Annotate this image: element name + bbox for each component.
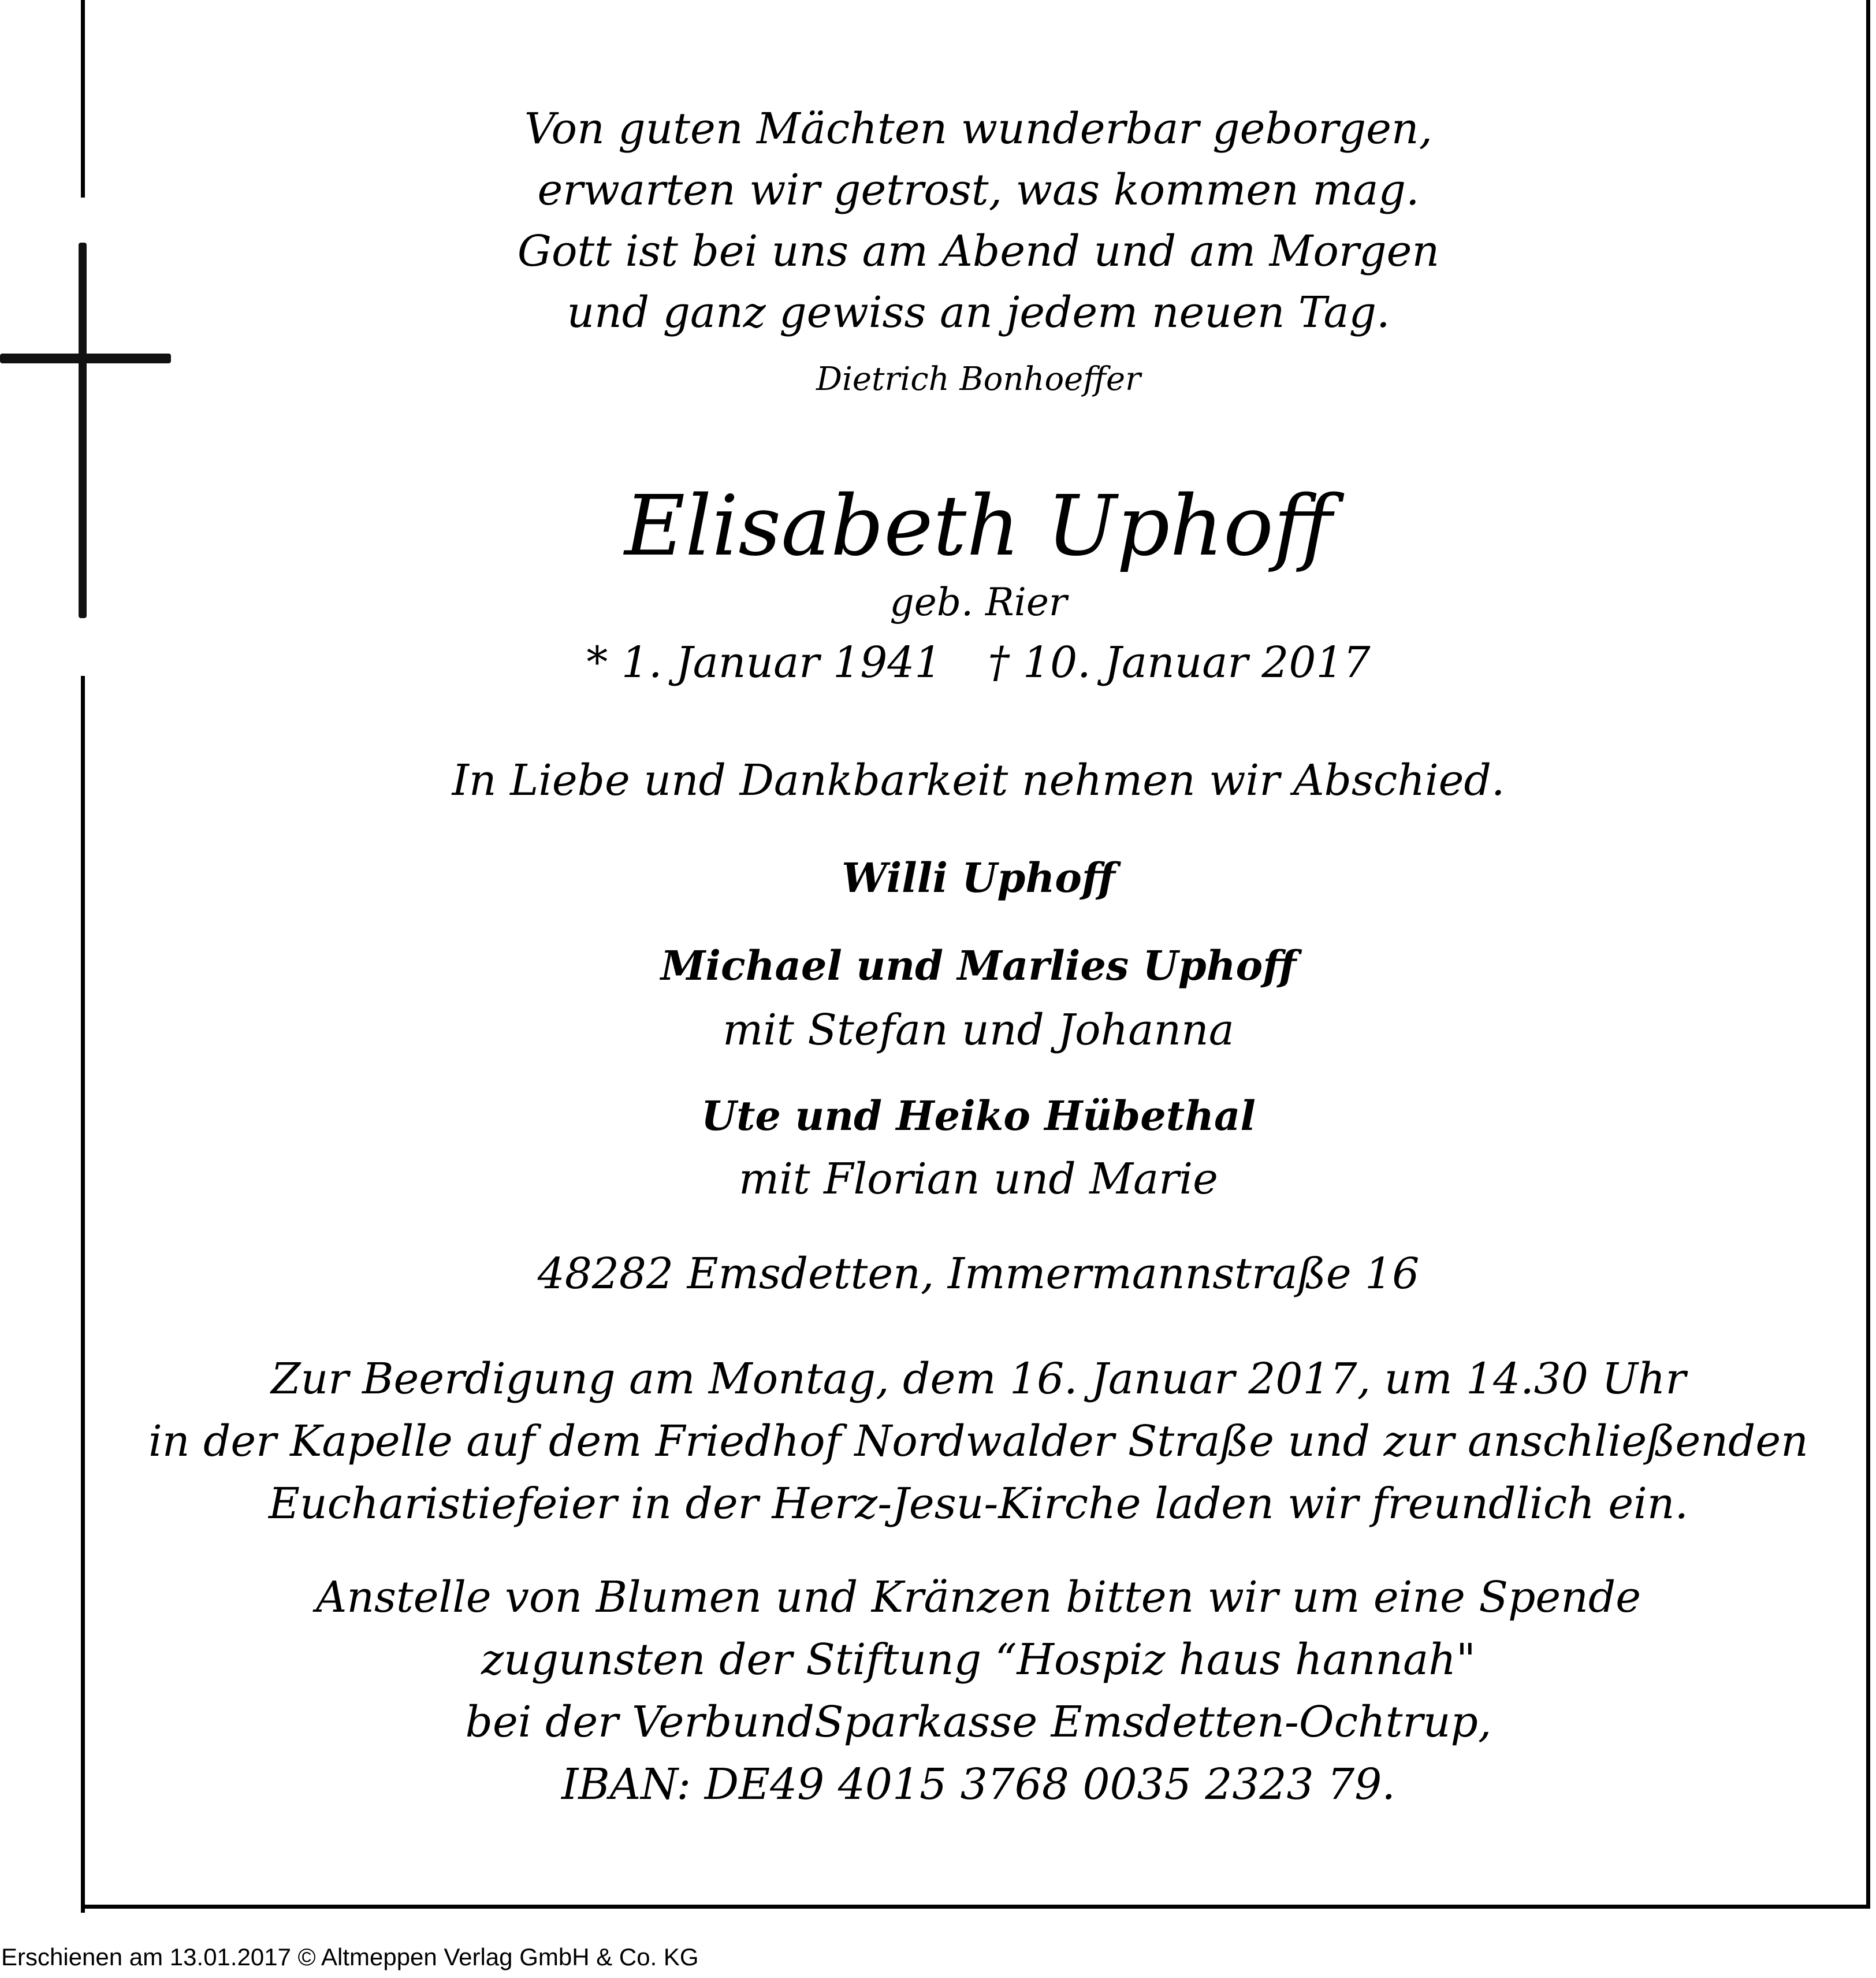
death-date: 10. Januar 2017 [1022, 638, 1371, 687]
mourner-children: mit Stefan und Johanna [723, 1005, 1234, 1055]
poem-author: Dietrich Bonhoeffer [816, 360, 1141, 398]
life-dates [87, 638, 1870, 687]
poem-line: Gott ist bei uns am Abend und am Morgen [517, 226, 1440, 276]
maiden-name: geb. Rier [889, 580, 1067, 624]
mourner-name: Michael und Marlies Uphoff [660, 942, 1297, 990]
donation-line: Anstelle von Blumen und Kränzen bitten wir um eine Spende [315, 1572, 1642, 1622]
poem-line: erwarten wir getrost, was kommen mag. [537, 165, 1420, 215]
frame-left-border-bottom [81, 676, 85, 1913]
funeral-line: Zur Beerdigung am Montag, dem 16. Januar 2017, um 14.30 Uhr [271, 1354, 1686, 1404]
deceased-name: Elisabeth Uphoff [624, 477, 1332, 574]
death-symbol: † [988, 638, 1010, 687]
birth-date: * 1. Januar 1941 [586, 638, 942, 687]
address: 48282 Emsdetten, Immermannstraße 16 [537, 1249, 1420, 1299]
mourner-name: Ute und Heiko Hübethal [701, 1092, 1256, 1140]
publication-footer: Erschienen am 13.01.2017 © Altmeppen Verlag GmbH & Co. KG [1, 1943, 699, 1970]
mourner-children: mit Florian und Marie [739, 1154, 1218, 1204]
donation-line: zugunsten der Stiftung “Hospiz haus hannah" [481, 1635, 1476, 1685]
mourner-name: Willi Uphoff [842, 854, 1115, 902]
funeral-line: in der Kapelle auf dem Friedhof Nordwalder Straße und zur anschließenden [148, 1416, 1808, 1466]
farewell-text: In Liebe und Dankbarkeit nehmen wir Abschied. [452, 756, 1505, 805]
poem-line: Von guten Mächten wunderbar geborgen, [524, 104, 1433, 154]
poem-line: und ganz gewiss an jedem neuen Tag. [567, 288, 1390, 337]
donation-iban: IBAN: DE49 4015 3768 0035 2323 79. [561, 1760, 1395, 1809]
donation-line: bei der VerbundSparkasse Emsdetten-Ochtrup, [465, 1697, 1492, 1747]
funeral-line: Eucharistiefeier in der Herz-Jesu-Kirche laden wir freundlich ein. [269, 1479, 1688, 1529]
cross-vertical-beam [79, 243, 87, 618]
frame-left-border-top [81, 0, 85, 198]
